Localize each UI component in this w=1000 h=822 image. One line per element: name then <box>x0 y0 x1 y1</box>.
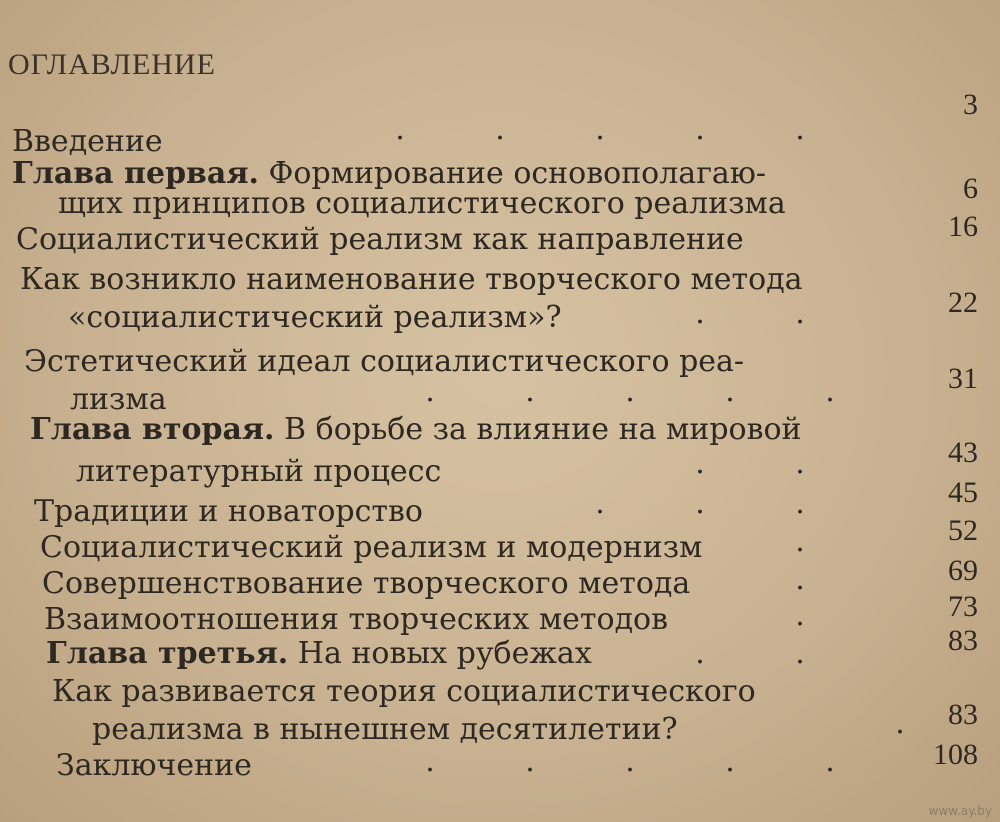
toc-page-number: 45 <box>948 476 978 509</box>
leader-dots: . . <box>695 636 805 671</box>
toc-page-number: 16 <box>948 210 978 243</box>
toc-page-number: 6 <box>963 172 978 205</box>
toc-entry: Социалистический реализм как направление <box>16 222 744 257</box>
toc-entry-conclusion: Заключение <box>56 748 252 783</box>
toc-entry-line: литературный процесс <box>76 454 442 489</box>
leader-dots: . <box>895 706 905 741</box>
toc-entry: Взаимоотношения творческих методов <box>44 602 669 637</box>
toc-page-number: 3 <box>963 88 978 121</box>
toc-page-number: 22 <box>948 286 978 319</box>
toc-page-number: 73 <box>948 590 978 623</box>
leader-dots: . <box>795 562 805 597</box>
toc-entry: Совершенствование творческого метода <box>42 566 691 601</box>
toc-page-number: 43 <box>948 436 978 469</box>
toc-entry-line: реализма в нынешнем десятилетии? <box>92 712 678 747</box>
toc-entry-chapter-three: Глава третья. На новых рубежах <box>46 636 592 671</box>
toc-page-number: 52 <box>948 514 978 547</box>
toc-page-number: 31 <box>948 362 978 395</box>
toc-page-number: 83 <box>948 698 978 731</box>
toc-entry: Эстетический идеал социалистического реа- <box>24 344 745 379</box>
toc-page-number: 83 <box>948 624 978 657</box>
toc-entry-chapter-two: Глава вторая. В борьбе за влияние на мировой <box>30 412 802 447</box>
watermark: www.ay.by <box>928 804 992 818</box>
toc-entry-line: лизма <box>70 382 167 417</box>
leader-dots: . . . <box>595 486 805 521</box>
toc-entry-line: щих принципов социалистического реализма <box>58 186 786 221</box>
toc-entry: Как развивается теория социалистического <box>52 674 756 709</box>
leader-dots: . <box>795 598 805 633</box>
leader-dots: . . . . . <box>395 112 805 147</box>
leader-dots: . <box>795 524 805 559</box>
leader-dots: . . . . . <box>425 374 835 409</box>
leader-dots: . . <box>695 446 805 481</box>
leader-dots: . . <box>695 296 805 331</box>
leader-dots: . . . . . <box>425 744 835 779</box>
toc-entry: Традиции и новаторство <box>34 494 423 529</box>
toc-page-number: 69 <box>948 554 978 587</box>
toc-entry-line: «социалистический реализм»? <box>68 300 562 335</box>
toc-entry: Как возникло наименование творческого метода <box>20 262 803 297</box>
toc-page-number: 108 <box>933 738 978 771</box>
toc-entry-chapter-one: Глава первая. Формирование основополагаю- <box>12 156 767 191</box>
toc-entry: Социалистический реализм и модернизм <box>40 530 703 565</box>
toc-entry-introduction: Введение <box>12 124 163 159</box>
toc-heading: ОГЛАВЛЕНИЕ <box>8 48 216 81</box>
